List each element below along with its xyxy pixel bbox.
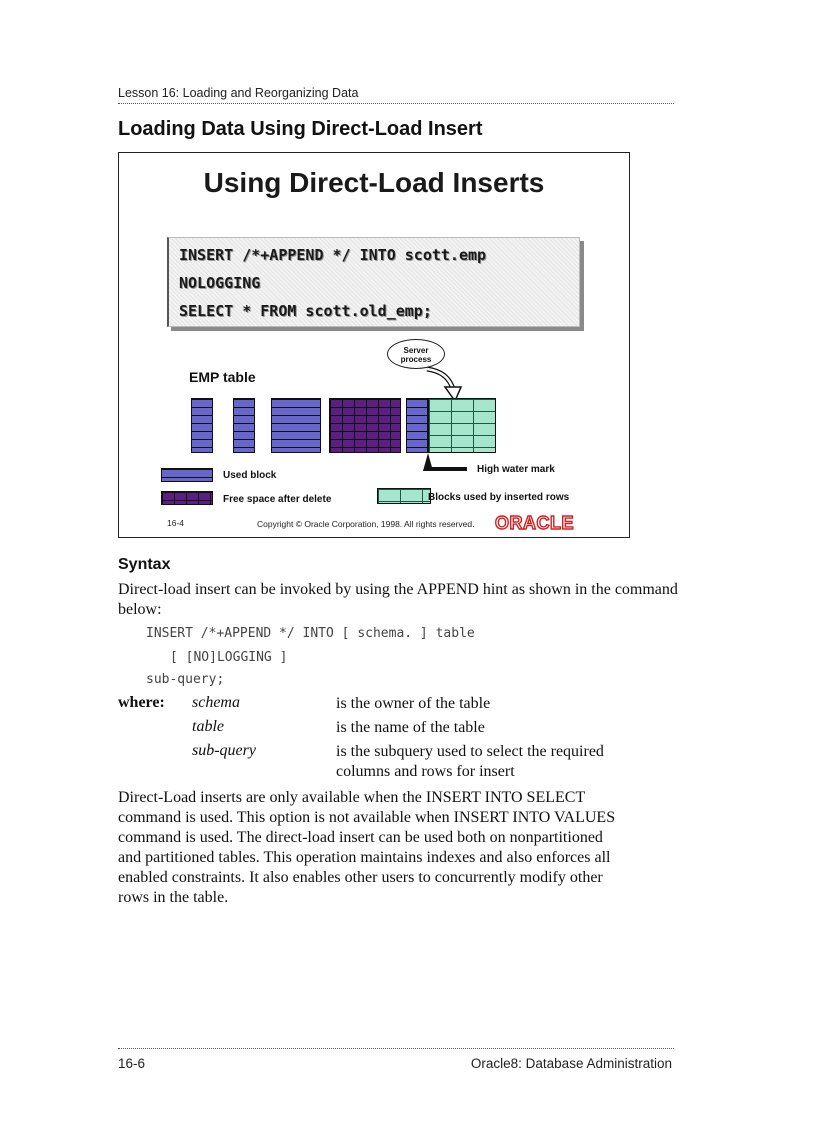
used-block [406, 398, 428, 453]
param-term: table [192, 718, 224, 735]
syntax-intro: Direct-load insert can be invoked by using the APPEND hint as shown in the command below: [118, 581, 678, 618]
used-block [191, 398, 213, 453]
legend-inserted-label: Blocks used by inserted rows [428, 492, 570, 503]
section-title: Loading Data Using Direct-Load Insert [118, 118, 483, 140]
code-line-1: INSERT /*+APPEND */ INTO scott.emp [179, 246, 487, 264]
emp-table-label: EMP table [189, 369, 256, 385]
high-water-mark-label: High water mark [477, 464, 555, 475]
legend-free-label: Free space after delete [223, 494, 332, 505]
slide-title: Using Direct-Load Inserts [203, 167, 545, 198]
param-term: sub-query [192, 742, 256, 759]
where-label: where: [118, 694, 165, 711]
syntax-code-line-1: INSERT /*+APPEND */ INTO [ schema. ] table [146, 626, 475, 641]
syntax-code-line-2: [ [NO]LOGGING ] [170, 650, 288, 665]
high-water-mark-icon [423, 453, 469, 473]
slide-copyright: Copyright © Oracle Corporation, 1998. All rights reserved. [257, 519, 475, 529]
legend-used-swatch [161, 468, 213, 482]
syntax-heading: Syntax [118, 556, 171, 573]
code-line-2: NOLOGGING [179, 274, 261, 292]
free-block [329, 398, 401, 453]
bubble-line-2: process [400, 355, 432, 364]
syntax-body: Direct-Load inserts are only available when the INSERT INTO SELECT command is used. This option is not available when INSERT INTO VALUES command is used. The direct-load insert can be used both on nonpartitioned and partitioned tables. This operation maintains indexes and also enforces all enabled constraints. It also enables other users to concurrently modify other rows in the table. [118, 789, 616, 906]
code-box [167, 237, 580, 327]
slide-number: 16-4 [167, 518, 185, 528]
inserted-block [428, 398, 496, 453]
bubble-line-1: Server [403, 346, 429, 355]
legend-free-swatch [161, 491, 213, 505]
slide-figure [118, 152, 630, 538]
page-number: 16-6 [118, 1056, 146, 1071]
param-desc: is the subquery used to select the required columns and rows for insert [336, 743, 604, 780]
book-title: Oracle8: Database Administration [470, 1056, 672, 1071]
legend-inserted-swatch [377, 488, 431, 504]
bottom-rule [118, 1048, 674, 1049]
oracle-logo: ORACLE [495, 513, 574, 533]
used-block [233, 398, 255, 453]
syntax-code-line-3: sub-query; [146, 672, 225, 687]
legend-used-label: Used block [223, 470, 277, 481]
code-line-3: SELECT * FROM scott.old_emp; [179, 302, 432, 320]
param-term: schema [192, 694, 240, 711]
running-head: Lesson 16: Loading and Reorganizing Data [118, 86, 674, 104]
used-block [271, 398, 321, 453]
param-desc: is the owner of the table [336, 695, 491, 712]
param-desc: is the name of the table [336, 719, 485, 736]
